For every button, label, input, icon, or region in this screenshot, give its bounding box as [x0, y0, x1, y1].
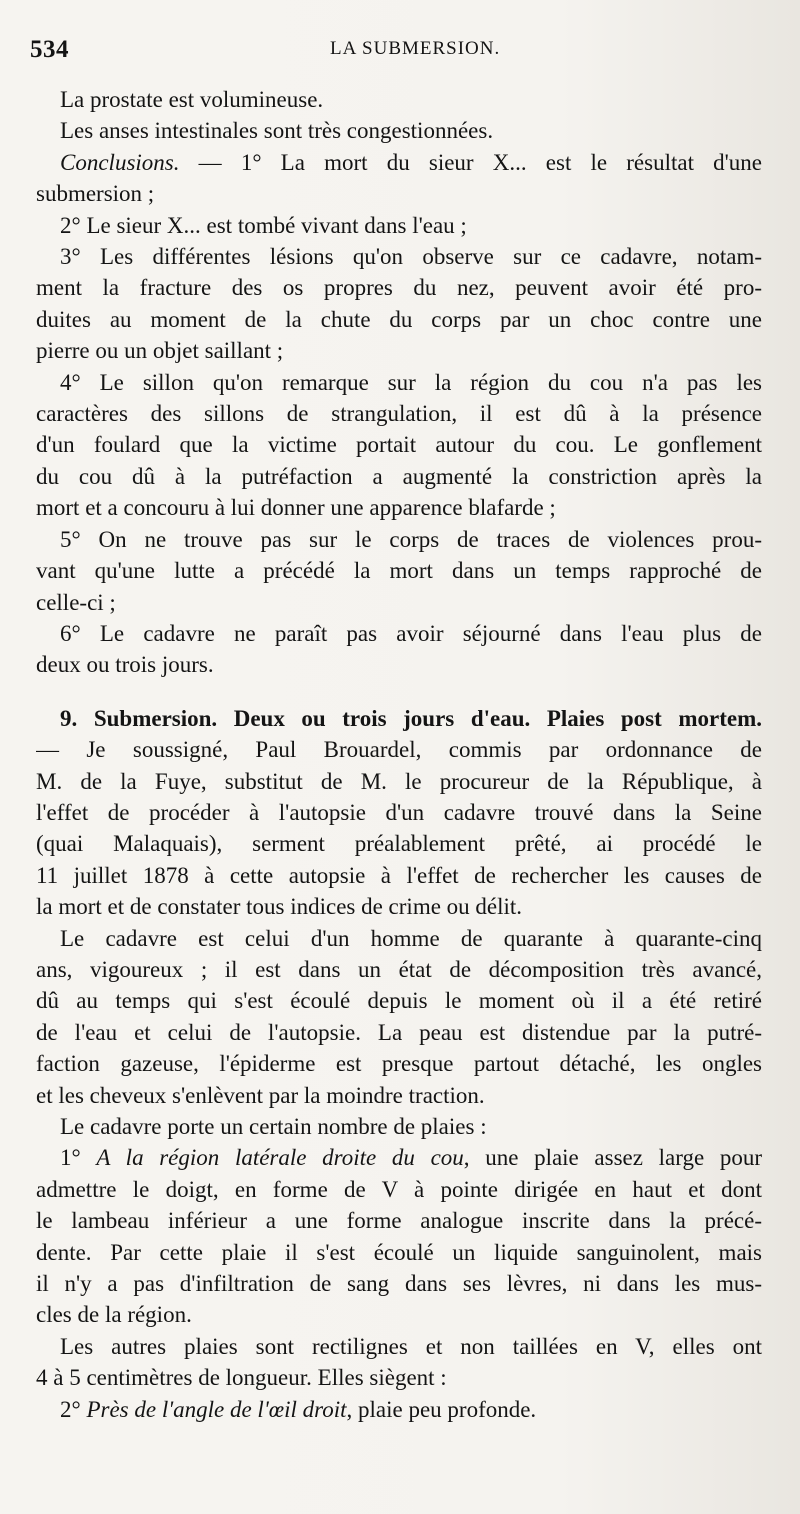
text-line: la mort et de constater tous indices de crime ou délit. — [36, 894, 523, 920]
text-line: 6° Le cadavre ne paraît pas avoir séjourné dans l'eau plus de — [60, 620, 762, 646]
text-line: ment la fracture des os propres du nez, peuvent avoir été pro- — [36, 275, 762, 301]
text-line: cles de la région. — [36, 1302, 192, 1328]
italic-text: Conclusions. — [60, 149, 180, 175]
text-line: mort et a concouru à lui donner une apparence blafarde ; — [36, 495, 556, 521]
text-line: ans, vigoureux ; il est dans un état de décomposition très avancé, — [36, 956, 762, 982]
text-line: du cou dû à la putréfaction a augmenté la constriction après la — [36, 463, 762, 489]
text-line: 4° Le sillon qu'on remarque sur la région du cou n'a pas les — [60, 369, 762, 395]
text-line: La prostate est volumineuse. — [60, 87, 324, 112]
text-line: (quai Malaquais), serment préalablement prêté, ai procédé le — [36, 831, 762, 857]
text-line: 1° A la région latérale droite du cou, une plaie assez large pour — [60, 1145, 762, 1171]
text-line: Les anses intestinales sont très congestionnées. — [60, 118, 494, 144]
text-line: celle-ci ; — [36, 589, 116, 615]
text-line: l'effet de procéder à l'autopsie d'un cadavre trouvé dans la Seine — [36, 799, 762, 825]
running-title: LA SUBMERSION. — [330, 38, 501, 59]
text-line: Conclusions. — 1° La mort du sieur X... est le résultat d'une — [60, 149, 762, 175]
text-line: de l'eau et celui de l'autopsie. La peau est distendue par la putré- — [36, 1019, 762, 1045]
text-line: M. de la Fuye, substitut de M. le procureur de la République, à — [36, 768, 762, 794]
text-line: duites au moment de la chute du corps par un choc contre une — [36, 306, 762, 332]
text-line: dû au temps qui s'est écoulé depuis le moment où il a été retiré — [36, 988, 762, 1014]
text-line: Les autres plaies sont rectilignes et non taillées en V, elles ont — [60, 1333, 762, 1359]
text-line: dente. Par cette plaie il s'est écoulé un liquide sanguinolent, mais — [36, 1239, 762, 1265]
text-line: d'un foulard que la victime portait autour du cou. Le gonflement — [36, 432, 762, 458]
text-line: le lambeau inférieur a une forme analogue inscrite dans la précé- — [36, 1208, 762, 1234]
italic-text: A la région latérale droite du cou — [96, 1145, 464, 1171]
section-heading-line: 9. Submersion. Deux ou trois jours d'eau. Plaies post mortem. — [60, 705, 762, 731]
text-line: admettre le doigt, en forme de V à pointe dirigée en haut et dont — [36, 1176, 762, 1202]
italic-text: Près de l'angle de l'œil droit — [86, 1396, 347, 1422]
page-number: 534 — [30, 36, 69, 63]
text-line: submersion ; — [36, 181, 155, 207]
text-line: 11 juillet 1878 à cette autopsie à l'effet de rechercher les causes de — [36, 862, 762, 888]
text-line: 4 à 5 centimètres de longueur. Elles siègent : — [36, 1365, 447, 1391]
text-line: 3° Les différentes lésions qu'on observe sur ce cadavre, notam- — [60, 244, 762, 270]
text-line: deux ou trois jours. — [36, 652, 214, 678]
text-line: 2° Près de l'angle de l'œil droit, plaie peu profonde. — [60, 1396, 537, 1422]
text-line: 2° Le sieur X... est tombé vivant dans l'eau ; — [60, 212, 467, 238]
section-gap — [36, 681, 762, 703]
text-line: il n'y a pas d'infiltration de sang dans ses lèvres, ni dans les mus- — [36, 1271, 762, 1297]
text-line: — Je soussigné, Paul Brouardel, commis par ordonnance de — [36, 737, 762, 763]
page-header — [30, 36, 770, 66]
text-line: Le cadavre est celui d'un homme de quarante à quarante-cinq — [60, 925, 762, 951]
text-line: pierre ou un objet saillant ; — [36, 338, 284, 364]
text-line: 5° On ne trouve pas sur le corps de traces de violences prou- — [60, 526, 762, 552]
text-line: caractères des sillons de strangulation, il est dû à la présence — [36, 401, 762, 427]
text-line: Le cadavre porte un certain nombre de plaies : — [60, 1114, 487, 1139]
text-line: vant qu'une lutte a précédé la mort dans un temps rapproché de — [36, 558, 762, 584]
text-line: et les cheveux s'enlèvent par la moindre traction. — [36, 1082, 485, 1108]
text-line: faction gazeuse, l'épiderme est presque partout détaché, les ongles — [36, 1051, 762, 1077]
body-text — [36, 84, 762, 1425]
